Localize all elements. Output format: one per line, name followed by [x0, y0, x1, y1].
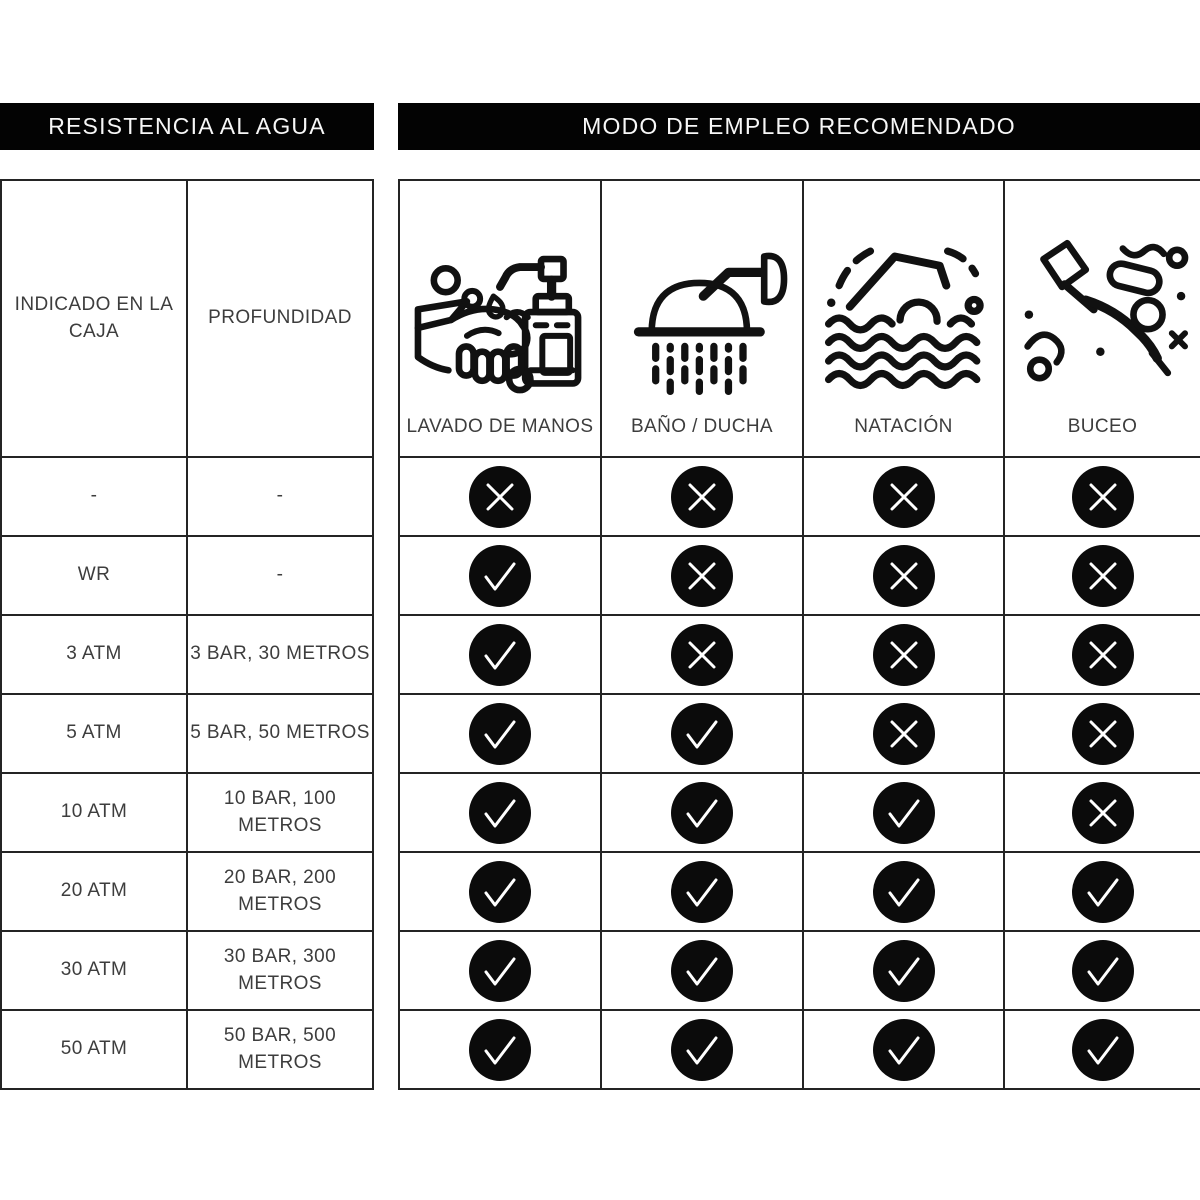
usage-cell — [400, 616, 600, 693]
not-allowed-mark — [671, 545, 733, 607]
not-allowed-mark — [1072, 545, 1134, 607]
right-header-bar — [398, 103, 1200, 150]
activity-header-natacion — [804, 181, 1003, 456]
not-allowed-mark — [469, 466, 531, 528]
usage-cell — [804, 537, 1003, 614]
usage-cell — [804, 774, 1003, 851]
resistance-cell-caja: 3 ATM — [2, 616, 186, 693]
resistance-cell-caja: 30 ATM — [2, 932, 186, 1009]
resistance-cell-caja: 50 ATM — [2, 1011, 186, 1088]
resistance-cell-caja: 10 ATM — [2, 774, 186, 851]
mark-x-icon — [469, 466, 531, 528]
resistance-cell-profundidad: 5 BAR, 50 METROS — [188, 695, 372, 772]
allowed-mark — [671, 703, 733, 765]
usage-cell — [400, 695, 600, 772]
usage-cell — [1005, 932, 1200, 1009]
mark-check-icon — [469, 545, 531, 607]
allowed-mark — [469, 782, 531, 844]
mark-check-icon — [671, 782, 733, 844]
usage-cell — [400, 458, 600, 535]
mark-check-icon — [671, 940, 733, 1002]
resistance-cell-profundidad: - — [188, 458, 372, 535]
not-allowed-mark — [873, 624, 935, 686]
right-section-title: MODO DE EMPLEO RECOMENDADO — [582, 113, 1016, 139]
mark-x-icon — [1072, 545, 1134, 607]
usage-cell — [602, 537, 802, 614]
column-header-profundidad: PROFUNDIDAD — [188, 181, 372, 456]
resistance-cell-profundidad: 50 BAR, 500 METROS — [188, 1011, 372, 1088]
mark-x-icon — [1072, 466, 1134, 528]
allowed-mark — [1072, 1019, 1134, 1081]
mark-x-icon — [873, 545, 935, 607]
usage-cell — [602, 695, 802, 772]
mark-check-icon — [873, 782, 935, 844]
mark-check-icon — [469, 1019, 531, 1081]
allowed-mark — [469, 940, 531, 1002]
mark-x-icon — [671, 624, 733, 686]
usage-cell — [400, 774, 600, 851]
mark-check-icon — [469, 861, 531, 923]
usage-cell — [1005, 458, 1200, 535]
shower-icon — [616, 230, 788, 402]
allowed-mark — [469, 861, 531, 923]
resistance-cell-profundidad: - — [188, 537, 372, 614]
activity-header-buceo — [1005, 181, 1200, 456]
activity-header-lavado-de-manos — [400, 181, 600, 456]
usage-cell — [400, 1011, 600, 1088]
left-section-title: RESISTENCIA AL AGUA — [48, 113, 326, 139]
usage-cell — [1005, 695, 1200, 772]
mark-x-icon — [873, 466, 935, 528]
not-allowed-mark — [873, 466, 935, 528]
usage-cell — [1005, 537, 1200, 614]
activity-label-buceo: BUCEO — [1067, 416, 1138, 438]
allowed-mark — [1072, 861, 1134, 923]
allowed-mark — [671, 940, 733, 1002]
usage-cell — [400, 537, 600, 614]
allowed-mark — [671, 1019, 733, 1081]
not-allowed-mark — [671, 466, 733, 528]
resistance-cell-caja: WR — [2, 537, 186, 614]
column-header-indicado-en-la-caja: INDICADO EN LA CAJA — [2, 181, 186, 456]
allowed-mark — [469, 624, 531, 686]
usage-cell — [1005, 1011, 1200, 1088]
usage-cell — [400, 853, 600, 930]
allowed-mark — [671, 861, 733, 923]
resistance-cell-profundidad: 10 BAR, 100 METROS — [188, 774, 372, 851]
hand-washing-icon — [414, 230, 586, 402]
resistance-cell-caja: 20 ATM — [2, 853, 186, 930]
activity-label-lavado-de-manos: LAVADO DE MANOS — [406, 416, 594, 438]
mark-x-icon — [873, 703, 935, 765]
not-allowed-mark — [873, 545, 935, 607]
mark-x-icon — [873, 624, 935, 686]
activity-label-natacion: NATACIÓN — [854, 416, 953, 438]
mark-check-icon — [671, 1019, 733, 1081]
resistance-cell-profundidad: 20 BAR, 200 METROS — [188, 853, 372, 930]
not-allowed-mark — [1072, 703, 1134, 765]
not-allowed-mark — [1072, 466, 1134, 528]
resistance-cell-profundidad: 30 BAR, 300 METROS — [188, 932, 372, 1009]
swimming-icon — [818, 230, 990, 402]
usage-cell — [602, 458, 802, 535]
allowed-mark — [469, 545, 531, 607]
allowed-mark — [873, 861, 935, 923]
usage-cell — [602, 1011, 802, 1088]
mark-check-icon — [1072, 1019, 1134, 1081]
mark-check-icon — [671, 861, 733, 923]
allowed-mark — [469, 1019, 531, 1081]
mark-check-icon — [873, 1019, 935, 1081]
allowed-mark — [873, 1019, 935, 1081]
mark-check-icon — [469, 940, 531, 1002]
mark-x-icon — [671, 466, 733, 528]
not-allowed-mark — [873, 703, 935, 765]
resistance-cell-caja: 5 ATM — [2, 695, 186, 772]
mark-check-icon — [873, 940, 935, 1002]
usage-cell — [602, 853, 802, 930]
usage-cell — [602, 774, 802, 851]
allowed-mark — [671, 782, 733, 844]
usage-cell — [804, 1011, 1003, 1088]
allowed-mark — [469, 703, 531, 765]
usage-cell — [804, 458, 1003, 535]
not-allowed-mark — [671, 624, 733, 686]
mark-check-icon — [1072, 861, 1134, 923]
resistance-cell-profundidad: 3 BAR, 30 METROS — [188, 616, 372, 693]
activity-header-bano-ducha — [602, 181, 802, 456]
usage-cell — [400, 932, 600, 1009]
usage-cell — [804, 853, 1003, 930]
usage-cell — [1005, 853, 1200, 930]
mark-check-icon — [469, 782, 531, 844]
usage-cell — [804, 932, 1003, 1009]
not-allowed-mark — [1072, 624, 1134, 686]
mark-x-icon — [671, 545, 733, 607]
allowed-mark — [1072, 940, 1134, 1002]
mark-x-icon — [1072, 624, 1134, 686]
usage-cell — [602, 932, 802, 1009]
mark-check-icon — [671, 703, 733, 765]
recommended-usage-table — [398, 179, 1200, 1090]
usage-cell — [602, 616, 802, 693]
mark-x-icon — [1072, 703, 1134, 765]
mark-check-icon — [469, 703, 531, 765]
left-header-bar — [0, 103, 374, 150]
allowed-mark — [873, 940, 935, 1002]
allowed-mark — [873, 782, 935, 844]
mark-check-icon — [1072, 940, 1134, 1002]
usage-cell — [1005, 774, 1200, 851]
usage-cell — [1005, 616, 1200, 693]
mark-check-icon — [873, 861, 935, 923]
not-allowed-mark — [1072, 782, 1134, 844]
usage-cell — [804, 616, 1003, 693]
activity-label-bano-ducha: BAÑO / DUCHA — [630, 416, 774, 438]
resistance-cell-caja: - — [2, 458, 186, 535]
mark-check-icon — [469, 624, 531, 686]
water-resistance-table — [0, 179, 374, 1090]
diving-icon — [1017, 230, 1189, 402]
usage-cell — [804, 695, 1003, 772]
mark-x-icon — [1072, 782, 1134, 844]
